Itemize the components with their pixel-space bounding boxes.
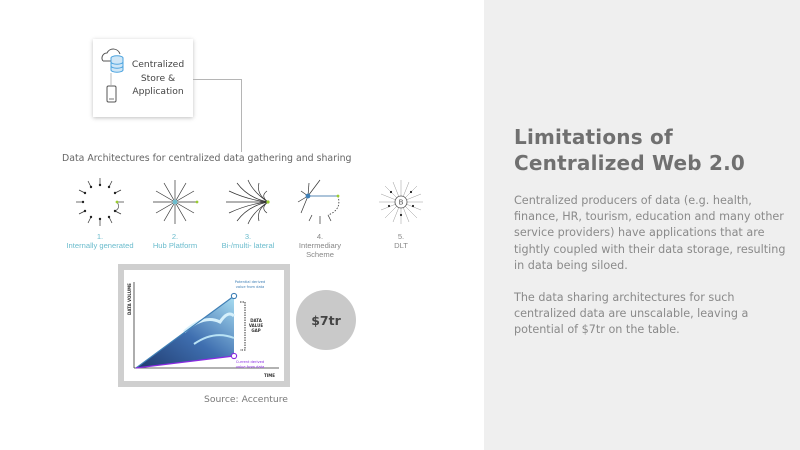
architecture-label: Internally generated <box>66 241 134 250</box>
slide-heading <box>514 124 784 176</box>
architectures-title: Data Architectures for centralized data gathering and sharing <box>62 153 352 164</box>
source-caption: Source: Accenture <box>204 394 288 405</box>
store-label <box>127 58 189 99</box>
architecture-number: 4. <box>316 232 324 241</box>
architecture-number: 3. <box>244 232 252 241</box>
hub-network-icon <box>147 174 203 230</box>
gap-bracket <box>240 302 245 350</box>
potential-label: Potential derived <box>234 280 266 284</box>
current-marker <box>231 353 236 358</box>
heading-line-1: Limitations of <box>514 125 673 149</box>
gap-label: DATA <box>250 318 262 323</box>
ring-network-icon <box>72 174 128 230</box>
value-bubble: $7tr <box>296 290 356 350</box>
gap-label-line2: VALUE <box>248 323 264 328</box>
paragraph-producers: Centralized producers of data (e.g. health, finance, HR, tourism, education and many other service providers) have applications that are tightly coupled with their data storage, resulting in data being siloed. <box>514 194 786 272</box>
store-label-line1: Centralized <box>131 59 185 70</box>
current-label: Current derived <box>235 360 265 364</box>
x-axis-label: TIME <box>264 373 275 378</box>
mobile-phone-icon <box>107 86 116 102</box>
heading-line-2: Centralized Web 2.0 <box>514 151 746 175</box>
architecture-label: Bi-/multi- lateral <box>221 241 275 250</box>
store-label-line3: Application <box>132 86 184 97</box>
current-label-line2: value from data <box>235 365 265 369</box>
connector-line-vertical <box>241 79 242 152</box>
y-axis-label: DATA VOLUME <box>127 283 132 315</box>
value-gap-illustration <box>124 270 284 381</box>
architecture-label: Intermediary <box>298 241 342 250</box>
architecture-number: 1. <box>96 232 104 241</box>
architecture-intermediary-scheme <box>275 174 365 259</box>
store-icons <box>97 43 131 117</box>
intermediary-network-icon <box>292 174 348 230</box>
data-value-gap-chart <box>118 264 290 387</box>
architecture-label: DLT <box>394 241 408 250</box>
lateral-network-icon <box>220 174 276 230</box>
architecture-label-line2: Scheme <box>306 250 334 259</box>
architecture-number: 5. <box>397 232 405 241</box>
potential-marker <box>231 293 236 298</box>
centralized-store-card <box>93 39 193 117</box>
potential-label-line2: value from data <box>235 285 265 289</box>
architecture-dlt <box>356 174 446 250</box>
svg-text:B: B <box>398 198 404 207</box>
connector-line <box>193 79 242 80</box>
chart-canvas <box>124 270 284 381</box>
architecture-number: 2. <box>171 232 179 241</box>
architecture-label: Hub Platform <box>152 241 198 250</box>
database-icon <box>111 56 123 72</box>
store-label-line2: Store & <box>140 72 176 84</box>
paragraph-architectures: The data sharing architectures for such centralized data are unscalable, leaving a potential of $7tr on the table. <box>514 291 749 337</box>
dlt-network-icon <box>373 174 429 230</box>
gap-label-line3: GAP <box>251 328 261 333</box>
